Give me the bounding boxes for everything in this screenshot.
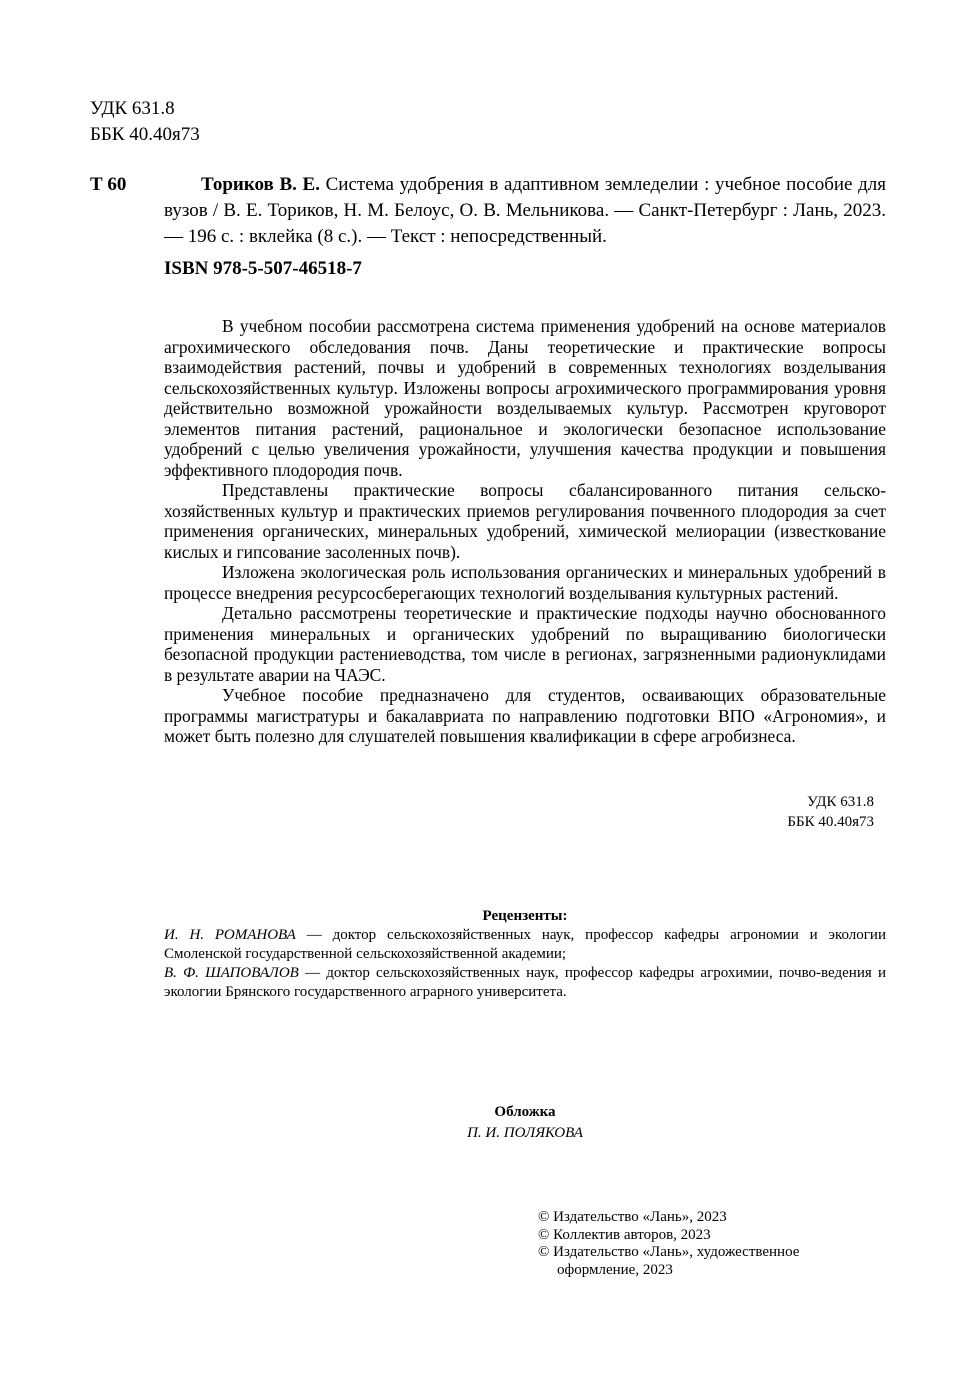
abstract-udk: УДК 631.8 [807, 794, 874, 810]
header-classification [90, 96, 200, 148]
reviewer-entry [164, 964, 886, 1002]
reviewer-name: И. Н. РОМАНОВА [164, 927, 296, 943]
copyright-line: © Издательство «Лань», художественное [538, 1244, 800, 1260]
abstract-paragraph: Представлены практические вопросы сбалансированного питания сельско-хозяйственных культур и практических приемов регулирования почвенного плодородия за счет применения органических, минеральных удобрений, химической мелиорации (известкование кислых и гипсование засоленных почв). [164, 480, 886, 562]
abstract-classification [700, 792, 874, 832]
reviewers-title: Рецензенты: [482, 908, 568, 924]
abstract-paragraph: Изложена экологическая роль использования органических и минеральных удобрений в процессе внедрения ресурсосберегающих технологий возделывания культурных растений. [164, 562, 886, 603]
reviewer-name: В. Ф. ШАПОВАЛОВ [164, 965, 299, 981]
abstract-paragraph: В учебном пособии рассмотрена система применения удобрений на основе материалов агрохимического обследования почв. Даны теоретические и практические вопросы взаимодействия растений, почвы и удобрений в современных технологиях возделывания сельскохозяйственных культур. Изложены вопросы агрохимического программирования уровня действительно возможной урожайности возделываемых культур. Рассмотрен круговорот элементов питания растений, рациональное и экологически безопасное использование удобрений с целью увеличения урожайности, улучшения качества продукции и повышения эффективного плодородия почв. [164, 316, 886, 480]
header-bbk: ББК 40.40я73 [90, 124, 200, 145]
copyright-line: оформление, 2023 [557, 1261, 673, 1278]
copyright-line: © Издательство «Лань», 2023 [538, 1209, 727, 1225]
bibliographic-description: Система удобрения в адаптивном земледелии : учебное пособие для вузов / В. Е. Ториков, Н. М. Белоус, О. В. Мельникова. — Санкт-Петербург : Лань, 2023. — 196 с. : вклейка (8 с.). — Текст : непосредственный. [164, 174, 887, 247]
reviewer-entry [164, 926, 886, 964]
abstract-paragraph: Учебное пособие предназначено для студентов, осваивающих образовательные программы магистратуры и бакалавриата по направлению подготовки ВПО «Агрономия», и может быть полезно для слушателей повышения квалификации в сфере агробизнеса. [164, 685, 886, 746]
isbn: ISBN 978-5-507-46518-7 [164, 258, 362, 279]
copyright-block [538, 1209, 878, 1279]
abstract-paragraph: Детально рассмотрены теоретические и практические подходы научно обоснованного применения минеральных и органических удобрений по выращиванию биологически безопасной продукции растениеводства, том числе в регионах, загрязненными радионуклидами в результате аварии на ЧАЭС. [164, 603, 886, 685]
reviewers-list [164, 926, 886, 1002]
cover-designer: П. И. ПОЛЯКОВА [467, 1125, 583, 1141]
abstract [164, 316, 886, 747]
reviewer-credentials: — доктор сельскохозяйственных наук, профессор кафедры агрономии и экологии Смоленской государственной сельскохозяйственной академии; [164, 927, 886, 962]
reviewer-credentials: — доктор сельскохозяйственных наук, профессор кафедры агрохимии, почво-ведения и экологии Брянского государственного аграрного университета. [164, 965, 886, 1000]
author-name: Ториков В. Е. [201, 174, 320, 195]
bibliographic-record [164, 172, 886, 250]
copyright-line: © Коллектив авторов, 2023 [538, 1226, 711, 1243]
header-udk: УДК 631.8 [90, 98, 175, 119]
abstract-bbk: ББК 40.40я73 [787, 814, 874, 830]
cover-title: Обложка [494, 1104, 556, 1120]
author-sign-code: Т 60 [90, 174, 127, 195]
